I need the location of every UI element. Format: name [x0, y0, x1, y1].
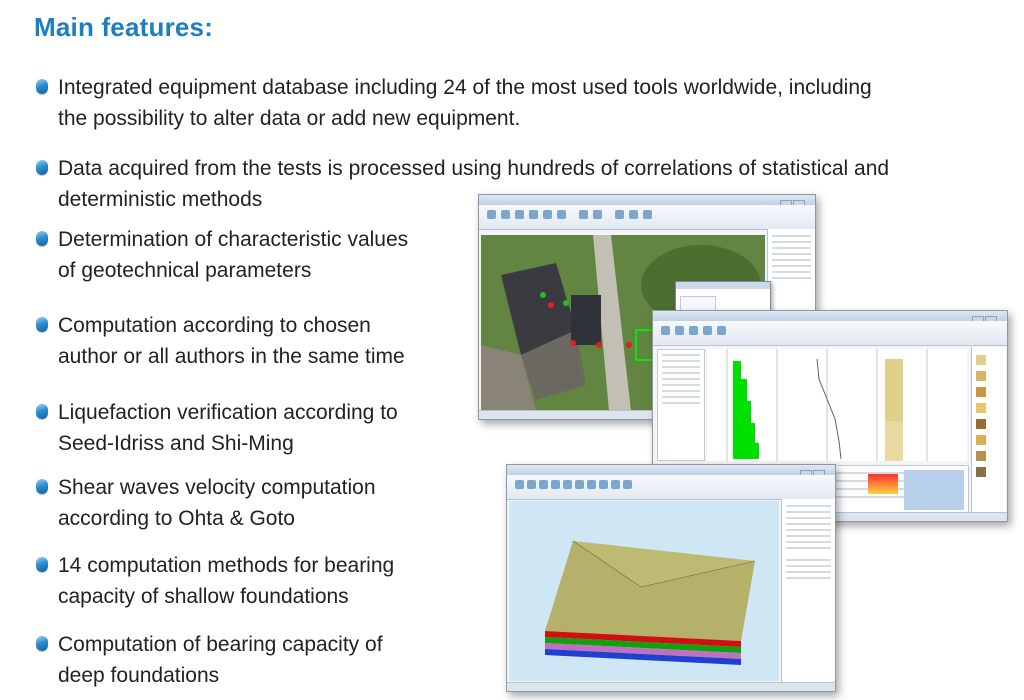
- bullet-icon: [36, 479, 48, 494]
- feature-line: 14 computation methods for bearing: [58, 554, 395, 577]
- feature-line: Integrated equipment database including 24 of the most used tools worldwide, including: [58, 76, 872, 99]
- feature-line: Shear waves velocity computation: [58, 476, 376, 499]
- feature-line: Data acquired from the tests is processed using hundreds of correlations of statistical and: [58, 157, 890, 180]
- bullet-icon: [36, 636, 48, 651]
- window-titlebar: [479, 195, 815, 205]
- feature-line: capacity of shallow foundations: [58, 585, 349, 608]
- window-titlebar: [507, 465, 835, 475]
- feature-line: Computation of bearing capacity of: [58, 633, 383, 656]
- bullet-icon: [36, 317, 48, 332]
- feature-item-1: [58, 72, 872, 134]
- feature-item-7: [58, 550, 394, 612]
- legend-panel: [971, 347, 1006, 513]
- feature-line: author or all authors in the same time: [58, 345, 405, 368]
- bullet-icon: [36, 231, 48, 246]
- soil-profile-chart-icon: [707, 349, 967, 461]
- feature-line: deep foundations: [58, 664, 220, 687]
- foundation-model-screenshot: [506, 464, 836, 692]
- feature-line: Determination of characteristic values: [58, 228, 409, 251]
- status-bar: [507, 682, 835, 691]
- ribbon-toolbar: [507, 475, 835, 500]
- feature-line: the possibility to alter data or add new equipment.: [58, 107, 521, 130]
- feature-line: deterministic methods: [58, 188, 263, 211]
- model-properties-panel: [781, 499, 835, 683]
- bullet-icon: [36, 404, 48, 419]
- feature-item-4: [58, 310, 405, 372]
- feature-line: Seed-Idriss and Shi-Ming: [58, 432, 294, 455]
- feature-item-8: [58, 629, 383, 691]
- data-table: [657, 349, 705, 461]
- ribbon-toolbar: [479, 205, 815, 230]
- feature-line: Liquefaction verification according to: [58, 401, 398, 424]
- bullet-icon: [36, 160, 48, 175]
- feature-line: Computation according to chosen: [58, 314, 371, 337]
- page-title: Main features:: [34, 12, 214, 42]
- window-titlebar: [653, 311, 1007, 321]
- feature-item-6: [58, 472, 376, 534]
- bullet-icon: [36, 79, 48, 94]
- feature-item-3: [58, 224, 408, 286]
- feature-item-5: [58, 397, 398, 459]
- bullet-icon: [36, 557, 48, 572]
- feature-line: according to Ohta & Goto: [58, 507, 295, 530]
- 3d-foundation-model-icon: [509, 501, 779, 681]
- ribbon-toolbar: [653, 321, 1007, 346]
- feature-line: of geotechnical parameters: [58, 259, 312, 282]
